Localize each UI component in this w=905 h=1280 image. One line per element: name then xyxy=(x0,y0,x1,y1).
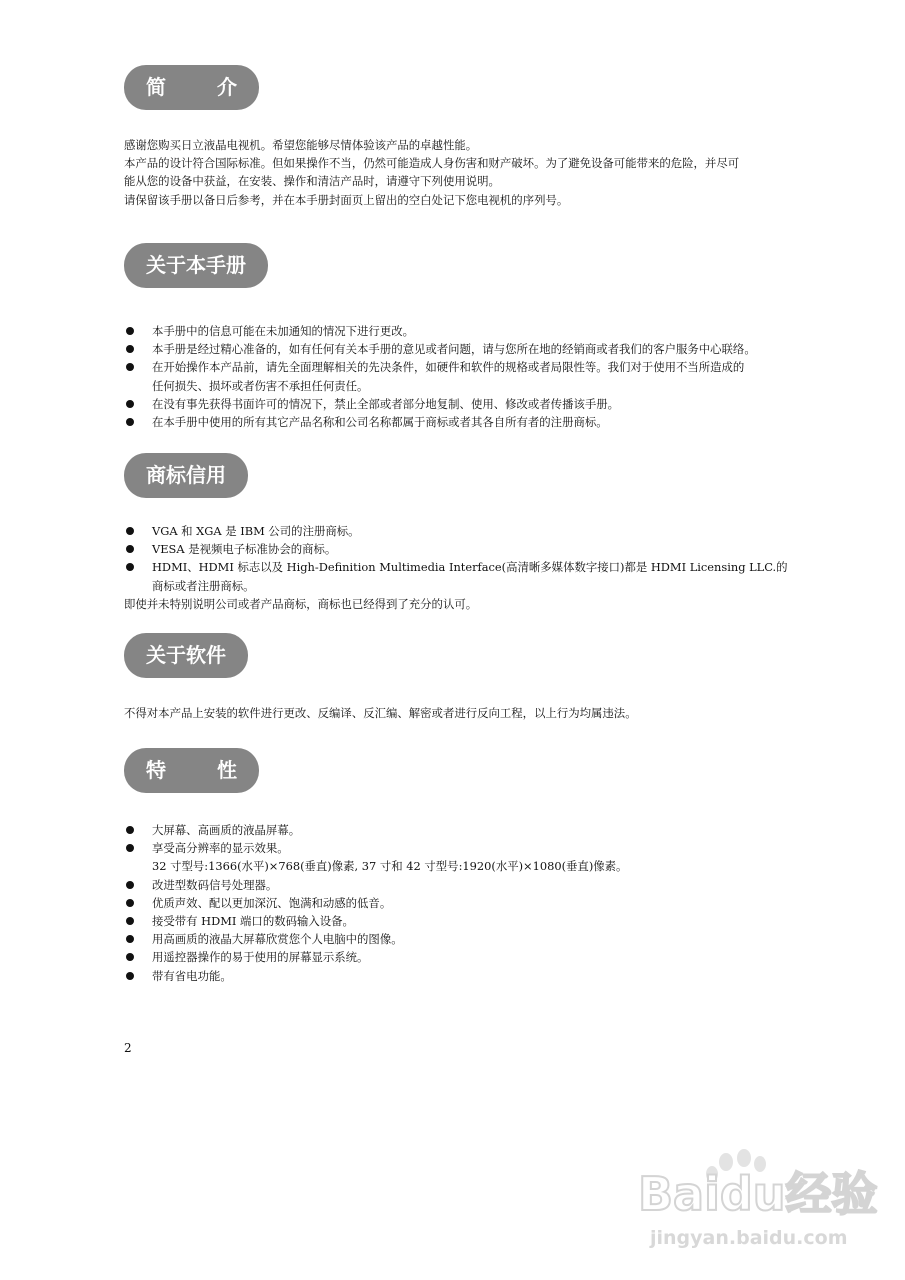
list-item xyxy=(124,967,784,985)
intro-line: 感谢您购买日立液晶电视机。希望您能够尽情体验该产品的卓越性能。 xyxy=(124,138,478,152)
list-item-text: 大屏幕、高画质的液晶屏幕。 xyxy=(152,823,301,837)
list-item-text: 改进型数码信号处理器。 xyxy=(152,877,278,892)
trademarks-note: 即使并未特别说明公司或者产品商标，商标也已经得到了充分的认可。 xyxy=(124,597,478,611)
list-item-text: HDMI、HDMI 标志以及 High-Definition Multimedia Interface(高清晰多媒体数字接口)都是 HDMI Licensing LLC.的 xyxy=(152,560,788,575)
list-item-text: 用高画质的液晶大屏幕欣赏您个人电脑中的图像。 xyxy=(152,932,403,947)
intro-line: 请保留该手册以备日后参考，并在本手册封面页上留出的空白处记下您电视机的序列号。 xyxy=(124,192,569,207)
about-manual-heading: 关于本手册 xyxy=(124,243,268,288)
about-manual-list xyxy=(124,322,784,431)
list-item xyxy=(124,413,784,431)
list-item-text: VGA 和 XGA 是 IBM 公司的注册商标。 xyxy=(152,524,360,538)
list-item-text: 在开始操作本产品前，请先全面理解相关的先决条件，如硬件和软件的规格或者局限性等。我们对于使用不当所造成的 xyxy=(152,360,745,375)
list-item xyxy=(124,930,784,948)
list-item-text: 本手册中的信息可能在未加通知的情况下进行更改。 xyxy=(152,324,414,338)
watermark-url: jingyan.baidu.com xyxy=(650,1227,848,1249)
bullet-icon xyxy=(126,363,134,371)
list-item xyxy=(124,948,784,966)
list-item xyxy=(124,522,784,540)
bullet-icon xyxy=(126,327,134,335)
features-list xyxy=(124,821,784,985)
list-item-text: 优质声效、配以更加深沉、饱满和动感的低音。 xyxy=(152,895,392,910)
list-item-text: 接受带有 HDMI 端口的数码输入设备。 xyxy=(152,914,354,929)
bullet-icon xyxy=(126,972,134,980)
bullet-icon xyxy=(126,826,134,834)
trademarks-heading: 商标信用 xyxy=(124,453,248,498)
list-item xyxy=(124,322,784,340)
watermark-brand: Baidu经验 xyxy=(638,1167,878,1221)
list-item-text: 商标或者注册商标。 xyxy=(152,578,255,593)
list-item-text: 在没有事先获得书面许可的情况下，禁止全部或者部分地复制、使用、修改或者传播该手册。 xyxy=(152,396,620,411)
list-item xyxy=(124,912,784,930)
bullet-icon xyxy=(126,345,134,353)
list-item-text: 带有省电功能。 xyxy=(152,968,232,983)
bullet-icon xyxy=(126,545,134,553)
trademarks-list xyxy=(124,522,788,595)
list-item-text: 享受高分辨率的显示效果。 xyxy=(152,841,289,856)
intro-heading: 简 介 xyxy=(124,65,259,110)
list-item-text: 用遥控器操作的易于使用的屏幕显示系统。 xyxy=(152,950,369,965)
list-item-text: 任何损失、损坏或者伤害不承担任何责任。 xyxy=(152,378,369,393)
bullet-icon xyxy=(126,881,134,889)
bullet-icon xyxy=(126,400,134,408)
software-heading: 关于软件 xyxy=(124,633,248,678)
bullet-icon xyxy=(126,935,134,943)
intro-line: 本产品的设计符合国际标准。但如果操作不当，仍然可能造成人身伤害和财产破坏。为了避免设备可能带来的危险，并尽可 xyxy=(124,156,740,171)
list-item-text: 在本手册中使用的所有其它产品名称和公司名称都属于商标或者其各自所有者的注册商标。 xyxy=(152,415,608,430)
bullet-icon xyxy=(126,563,134,571)
bullet-icon xyxy=(126,418,134,426)
baidu-watermark xyxy=(630,1148,880,1253)
bullet-icon xyxy=(126,844,134,852)
list-item-text: 32 寸型号:1366(水平)×768(垂直)像素, 37 寸和 42 寸型号:1920(水平)×1080(垂直)像素。 xyxy=(152,859,628,874)
bullet-icon xyxy=(126,953,134,961)
list-item xyxy=(124,839,784,875)
list-item xyxy=(124,876,784,894)
features-heading: 特 性 xyxy=(124,748,259,793)
list-item xyxy=(124,395,784,413)
list-item xyxy=(124,358,784,394)
intro-line: 能从您的设备中获益，在安装、操作和清洁产品时，请遵守下列使用说明。 xyxy=(124,174,500,189)
list-item xyxy=(124,340,784,358)
list-item xyxy=(124,894,784,912)
bullet-icon xyxy=(126,527,134,535)
list-item-text: 本手册是经过精心准备的，如有任何有关本手册的意见或者问题，请与您所在地的经销商或者我们的客户服务中心联络。 xyxy=(152,342,756,357)
software-text: 不得对本产品上安装的软件进行更改、反编译、反汇编、解密或者进行反向工程，以上行为均属违法。 xyxy=(124,706,637,720)
list-item xyxy=(124,540,784,558)
bullet-icon xyxy=(126,917,134,925)
bullet-icon xyxy=(126,899,134,907)
intro-text xyxy=(124,136,784,209)
list-item xyxy=(124,821,784,839)
list-item xyxy=(124,558,788,594)
page-number: 2 xyxy=(124,1041,132,1055)
list-item-text: VESA 是视频电子标准协会的商标。 xyxy=(152,542,337,557)
